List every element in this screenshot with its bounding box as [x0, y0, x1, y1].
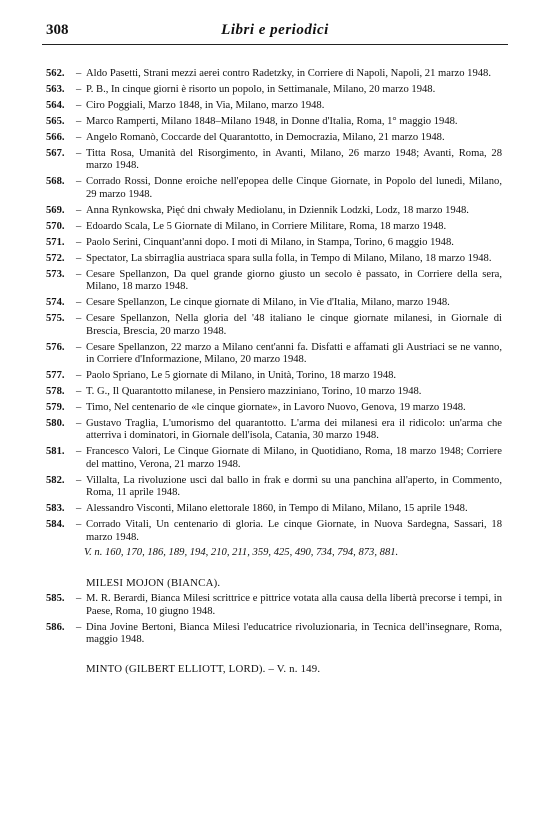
entry-text: Dina Jovine Bertoni, Bianca Milesi l'educatrice rivoluzionaria, in Tecnica dell'insegnare, Roma, maggio 1948. [86, 621, 502, 646]
entry-text: Timo, Nel centenario de «le cinque giornate», in Lavoro Nuovo, Genova, 19 marzo 1948. [86, 402, 466, 414]
bibliography-entry [46, 148, 502, 173]
entry-dash: – [76, 236, 82, 248]
bibliography-entry [46, 84, 502, 96]
bibliography-entry [46, 402, 502, 414]
entry-number: 565. [46, 116, 65, 127]
entry-text: Ciro Poggiali, Marzo 1848, in Via, Milano, marzo 1948. [86, 100, 325, 111]
entry-text: Paolo Serini, Cinquant'anni dopo. I moti di Milano, in Stampa, Torino, 6 maggio 1948. [86, 236, 454, 248]
entry-dash: – [76, 268, 82, 280]
entry-text: Paolo Spriano, Le 5 giornate di Milano, in Unità, Torino, 18 marzo 1948. [86, 370, 397, 382]
bibliography-entry [46, 519, 502, 544]
entry-dash: – [76, 370, 82, 382]
entry-text: T. G., Il Quarantotto milanese, in Pensiero mazziniano, Torino, 10 marzo 1948. [86, 386, 422, 398]
running-title: Libri e periodici [221, 22, 329, 38]
entry-number: 570. [46, 220, 65, 232]
bibliography-entry [46, 253, 502, 265]
entry-text: Titta Rosa, Umanità del Risorgimento, in Avanti, Milano, 26 marzo 1948; Avanti, Roma, 28 marzo 1948. [86, 148, 502, 172]
header-rule [42, 44, 508, 45]
entry-dash: – [76, 519, 82, 531]
bibliography-entry [46, 503, 502, 515]
entry-number: 581. [46, 446, 65, 458]
bibliography-entry [46, 297, 502, 309]
bibliography-entry [46, 221, 502, 233]
entry-dash: – [76, 621, 82, 633]
bibliography-entry [46, 446, 502, 471]
entry-dash: – [76, 84, 82, 95]
entry-text: Cesare Spellanzon, Nella gloria del '48 italiano le cinque giornate milanesi, in Giornale di Brescia, Brescia, 20 marzo 1948. [86, 313, 502, 337]
bibliography-entry [46, 313, 502, 338]
entry-text: P. B., In cinque giorni è risorto un popolo, in Settimanale, Milano, 20 marzo 1948. [86, 84, 436, 95]
entry-number: 577. [46, 370, 65, 382]
bibliography-entry [46, 132, 502, 144]
entry-number: 579. [46, 402, 65, 414]
entry-number: 564. [46, 100, 65, 111]
bibliography-entry [46, 205, 502, 217]
entry-number: 574. [46, 297, 65, 309]
page-header [46, 22, 504, 42]
entry-dash: – [76, 132, 82, 143]
entry-number: 578. [46, 386, 65, 398]
entry-text: M. R. Berardi, Bianca Milesi scrittrice e pittrice votata alla causa della libertà precorse i tempi, in Paese, Roma, 10 giugno 1948. [86, 593, 502, 617]
entry-dash: – [76, 220, 82, 232]
entry-number: 563. [46, 84, 65, 95]
entry-number: 583. [46, 503, 65, 515]
bibliography-list [46, 68, 502, 679]
entry-dash: – [76, 176, 82, 188]
entry-number: 569. [46, 204, 65, 216]
bibliography-entry [46, 475, 502, 500]
entry-dash: – [76, 297, 82, 309]
entry-dash: – [76, 116, 82, 127]
entry-number: 576. [46, 341, 65, 353]
entry-text: Alessandro Visconti, Milano elettorale 1860, in Tempo di Milano, Milano, 15 aprile 1948. [86, 503, 468, 515]
entry-number: 572. [46, 252, 65, 264]
entry-text: Cesare Spellanzon, 22 marzo a Milano cent'anni fa. Disfatti e affamati gli Austriaci se ne vanno, in Corriere d'Informazione, Milano, 20 marzo 1948. [86, 341, 502, 366]
section-heading: MILESI MOJON (BIANCA). [86, 577, 221, 590]
entry-number: 586. [46, 621, 65, 633]
entry-text: Villalta, La rivoluzione uscì dal ballo in frak e dormì su una panchina all'aperto, in Commento, Roma, 11 aprile 1948. [86, 474, 502, 499]
bibliography-entry [46, 622, 502, 647]
entry-text: Aldo Pasetti, Strani mezzi aerei contro Radetzky, in Corriere di Napoli, Napoli, 21 marzo 1948. [86, 68, 491, 79]
bibliography-entry [46, 342, 502, 367]
entry-dash: – [76, 503, 82, 515]
entry-dash: – [76, 204, 82, 216]
entry-text: Angelo Romanò, Coccarde del Quarantotto, in Democrazia, Milano, 21 marzo 1948. [86, 132, 445, 143]
entry-text: Marco Ramperti, Milano 1848–Milano 1948, in Donne d'Italia, Roma, 1° maggio 1948. [86, 116, 458, 127]
bibliography-entry [46, 370, 502, 382]
entry-number: 580. [46, 418, 65, 430]
bibliography-entry [46, 68, 502, 80]
bibliography-entry [46, 237, 502, 249]
bibliography-entry [46, 100, 502, 112]
bibliography-entry [46, 386, 502, 398]
entry-text: Cesare Spellanzon, Le cinque giornate di Milano, in Vie d'Italia, Milano, marzo 1948. [86, 297, 450, 309]
entry-dash: – [76, 341, 82, 353]
entry-dash: – [76, 402, 82, 414]
entry-number: 585. [46, 593, 65, 605]
entry-number: 575. [46, 313, 65, 325]
bibliography-entry [46, 593, 502, 618]
entry-dash: – [76, 474, 82, 486]
entry-text: Edoardo Scala, Le 5 Giornate di Milano, in Corriere Militare, Roma, 18 marzo 1948. [86, 220, 447, 232]
entry-dash: – [76, 418, 82, 430]
entry-text: Spectator, La sbirraglia austriaca spara sulla folla, in Tempo di Milano, Milano, 18 marzo 1948. [86, 252, 492, 264]
entry-text: Gustavo Traglia, L'umorismo del quarantotto. L'arma dei milanesi era il ridicolo: un'arma che atterriva i dominatori, in Giornale dell'isola, Catania, 30 marzo 1948. [86, 418, 502, 442]
entry-dash: – [76, 313, 82, 325]
see-also-reference: V. n. 160, 170, 186, 189, 194, 210, 211, 359, 425, 490, 734, 794, 873, 881. [84, 546, 399, 558]
bibliography-entry [46, 176, 502, 201]
entry-number: 571. [46, 236, 65, 248]
entry-dash: – [76, 446, 82, 458]
entry-number: 562. [46, 68, 65, 79]
entry-number: 566. [46, 132, 65, 143]
bibliography-entry [46, 418, 502, 443]
entry-text: Francesco Valori, Le Cinque Giornate di Milano, in Quotidiano, Roma, 18 marzo 1948; Corriere del mattino, Verona, 21 marzo 1948. [86, 446, 502, 470]
entry-text: Corrado Rossi, Donne eroiche nell'epopea delle Cinque Giornate, in Popolo del lunedì, Milano, 29 marzo 1948. [86, 176, 502, 200]
bibliography-entry [46, 269, 502, 294]
entry-dash: – [76, 386, 82, 398]
page-number: 308 [46, 22, 69, 38]
entry-number: 582. [46, 474, 65, 486]
bibliography-entry [46, 116, 502, 128]
entry-text: Cesare Spellanzon, Da quel grande giorno giusto un secolo è passato, in Corriere della sera, Milano, 18 marzo 1948. [86, 268, 502, 293]
entry-dash: – [76, 100, 82, 111]
entry-text: Anna Rynkowska, Pięć dni chwały Mediolanu, in Dziennik Lodzki, Lodz, 18 marzo 1948. [86, 204, 469, 216]
entry-dash: – [76, 148, 82, 159]
entry-text: Corrado Vitali, Un centenario di gloria. Le cinque Giornate, in Nuova Sardegna, Sassari, 18 marzo 1948. [86, 519, 502, 543]
entry-dash: – [76, 68, 82, 79]
entry-number: 584. [46, 519, 65, 531]
entry-number: 567. [46, 148, 65, 159]
entry-dash: – [76, 593, 82, 605]
section-heading: MINTO (GILBERT ELLIOTT, LORD). – V. n. 149. [86, 662, 321, 675]
entry-number: 568. [46, 176, 65, 188]
entry-dash: – [76, 252, 82, 264]
entry-number: 573. [46, 268, 65, 280]
